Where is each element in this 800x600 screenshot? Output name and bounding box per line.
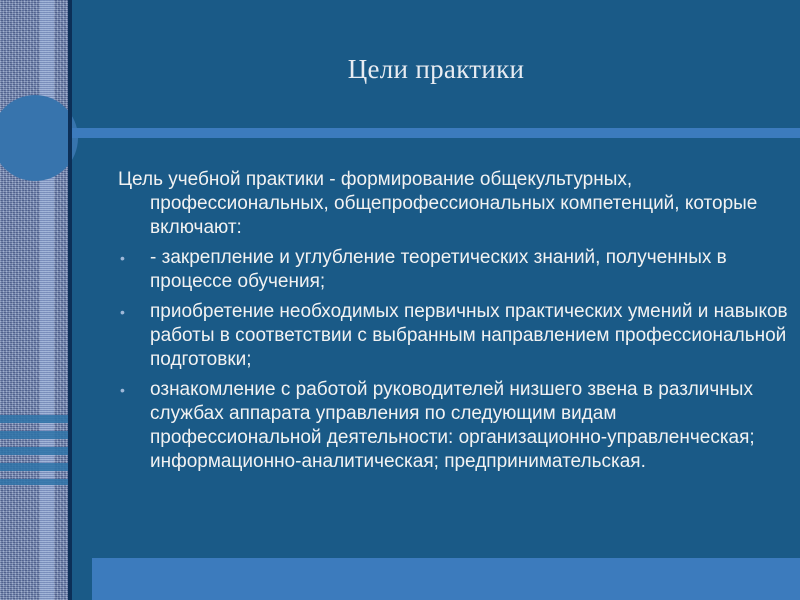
slide-body (118, 168, 788, 480)
bullet-icon: • (120, 382, 125, 398)
bullet-icon: • (120, 250, 125, 266)
texture-bars-decoration (0, 415, 68, 485)
slide-title: Цели практики (347, 54, 525, 84)
bullet-text: приобретение необходимых первичных практических умений и навыков работы в соответствии с выбранным направлением профессиональной подготовки; (150, 301, 788, 370)
bullet-text: - закрепление и углубление теоретических знаний, полученных в процессе обучения; (150, 247, 727, 292)
bullet-list (118, 246, 788, 474)
texture-strip-decoration (0, 0, 68, 600)
list-item (118, 300, 788, 372)
bullet-icon: • (120, 304, 125, 320)
bottom-bar-decoration (92, 558, 800, 600)
list-item (118, 378, 788, 474)
intro-paragraph: Цель учебной практики - формирование общекультурных, профессиональных, общепрофессиональных компетенций, которые включают: (118, 169, 758, 238)
horizontal-rule-left (0, 128, 68, 138)
texture-stripe-decoration (40, 0, 54, 600)
list-item (118, 246, 788, 294)
vertical-divider (68, 0, 72, 600)
horizontal-rule (72, 128, 800, 138)
bullet-text: ознакомление с работой руководителей низшего звена в различных службах аппарата управления по следующим видам профессиональной деятельности: организационно-управленческая; информационно-аналитическая; предпринимательская. (150, 379, 755, 472)
